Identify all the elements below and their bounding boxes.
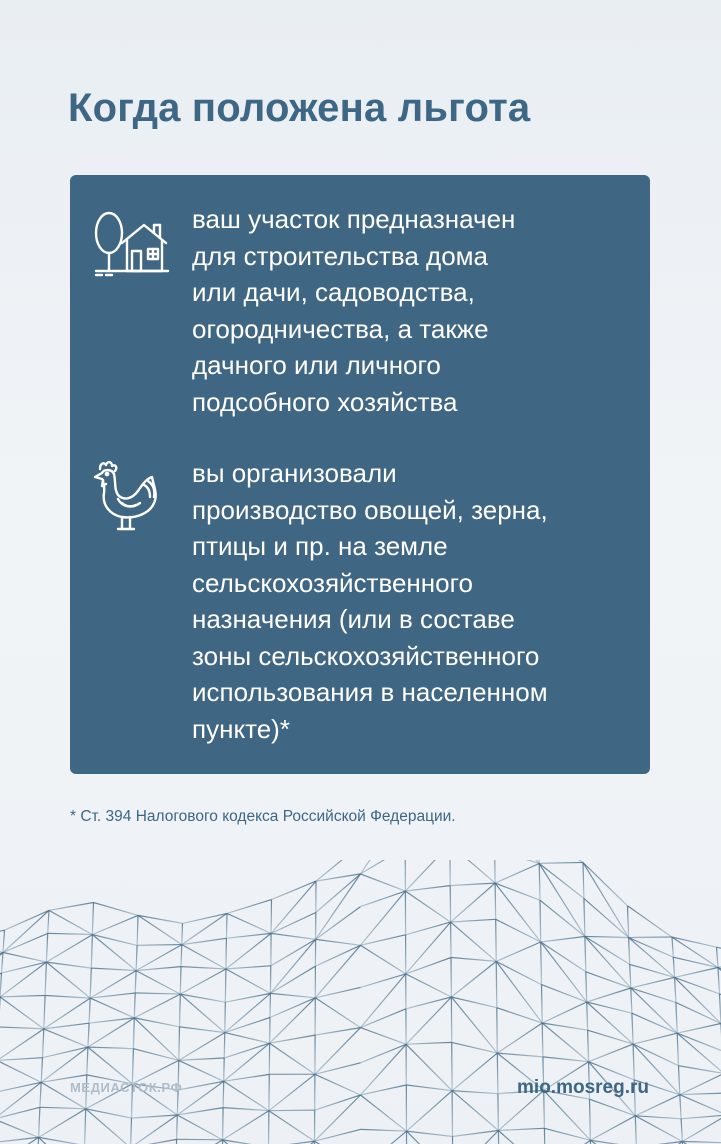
mesh-line	[545, 1140, 590, 1144]
mesh-line	[179, 1027, 180, 1061]
mesh-line	[43, 1029, 44, 1058]
mesh-line	[361, 945, 406, 974]
mesh-line	[451, 883, 496, 922]
mesh-line	[40, 1082, 41, 1107]
mesh-line	[88, 1047, 132, 1084]
mesh-line	[539, 864, 540, 901]
mesh-line	[453, 1131, 499, 1144]
mesh-line	[450, 883, 495, 886]
mesh-line	[405, 891, 450, 922]
mesh-line	[133, 1018, 134, 1049]
chicken-icon	[92, 457, 162, 540]
mesh-line	[406, 997, 452, 1009]
condition-text: вы организовали производство овощей, зерна, птицы и пр. на земле сельскохозяйственного назначения (или в составе зоны сельскохозяйственного использования в населенном пункте)*	[192, 458, 548, 744]
mesh-line	[452, 1091, 498, 1131]
mesh-line	[681, 1115, 721, 1119]
mesh-line	[132, 1115, 178, 1118]
mesh-line	[44, 996, 45, 1029]
mesh-line	[223, 1108, 269, 1111]
mesh-line	[498, 1131, 499, 1144]
mesh-line	[544, 1128, 590, 1140]
mesh-line	[86, 1109, 131, 1144]
mesh-line	[0, 1029, 44, 1061]
mesh-line	[631, 988, 677, 1033]
mesh-line	[227, 913, 271, 933]
mesh-line	[590, 1140, 636, 1144]
mesh-line	[633, 1044, 634, 1080]
mesh-line	[270, 1043, 315, 1074]
mesh-line	[315, 1129, 361, 1141]
mesh-line	[677, 1033, 721, 1051]
mesh-line	[680, 1093, 721, 1095]
mesh-line	[497, 1053, 498, 1094]
mesh-line	[180, 994, 225, 1033]
mesh-line	[628, 906, 629, 938]
mesh-line	[495, 883, 496, 919]
mesh-line	[542, 1002, 587, 1023]
mesh-line	[270, 998, 315, 1018]
mesh-line	[631, 977, 675, 988]
mesh-line	[225, 993, 270, 1002]
mesh-line	[91, 935, 92, 969]
mesh-line	[496, 919, 497, 961]
mesh-line	[361, 1095, 407, 1131]
mesh-line	[224, 1081, 269, 1110]
mesh-line	[181, 945, 182, 967]
mesh-line	[131, 1115, 178, 1144]
mesh-line	[137, 915, 138, 945]
mesh-line	[632, 1013, 677, 1033]
mesh-line	[48, 910, 49, 933]
mesh-line	[225, 1018, 270, 1033]
mesh-line	[718, 968, 720, 994]
mesh-line	[542, 1023, 543, 1057]
mesh-line	[132, 1049, 133, 1084]
mesh-line	[672, 937, 673, 957]
mesh-line	[452, 1091, 498, 1094]
mesh-line	[88, 1023, 89, 1047]
mesh-line	[629, 938, 675, 978]
mesh-line	[0, 997, 44, 1029]
mesh-line	[41, 1058, 42, 1083]
mesh-line	[224, 1058, 225, 1081]
mesh-line	[539, 864, 584, 899]
mesh-line	[85, 1109, 86, 1144]
mesh-line	[224, 1043, 269, 1058]
mesh-line	[180, 994, 225, 1002]
mesh-line	[0, 1082, 41, 1119]
mesh-line	[177, 1081, 223, 1115]
mesh-line	[361, 860, 406, 874]
mesh-line	[3, 953, 46, 963]
mesh-line	[315, 945, 360, 998]
mesh-line	[134, 993, 135, 1018]
mesh-line	[177, 1139, 223, 1140]
mesh-line	[39, 1109, 86, 1138]
mesh-line	[86, 1109, 132, 1118]
mesh-line	[180, 994, 181, 1027]
mesh-line	[316, 907, 361, 940]
mesh-line	[40, 1107, 86, 1109]
mesh-line	[405, 886, 450, 892]
mesh-line	[451, 997, 497, 1053]
mesh-line	[270, 966, 315, 993]
mesh-line	[46, 933, 47, 962]
mesh-line	[673, 957, 674, 977]
mesh-line	[39, 1107, 40, 1137]
mesh-line	[223, 1108, 224, 1140]
mesh-line	[0, 996, 45, 998]
mesh-line	[269, 1110, 315, 1111]
mesh-line	[630, 964, 631, 988]
mesh-line	[226, 966, 271, 969]
mesh-line	[539, 864, 585, 937]
mesh-line	[223, 1111, 269, 1140]
mesh-line	[180, 1027, 225, 1033]
mesh-line	[361, 974, 406, 1028]
mesh-line	[589, 1044, 634, 1062]
mesh-line	[226, 969, 271, 993]
mesh-line	[679, 1066, 680, 1095]
mesh-line	[315, 987, 360, 997]
mesh-line	[497, 1053, 543, 1057]
mesh-line	[407, 1131, 453, 1144]
mesh-line	[315, 1063, 361, 1075]
mesh-line	[540, 900, 585, 936]
mesh-line	[632, 1013, 633, 1044]
mesh-line	[542, 985, 543, 1023]
mesh-line	[451, 958, 496, 962]
mesh-line	[451, 919, 496, 922]
mesh-line	[406, 974, 452, 997]
mesh-line	[315, 1095, 361, 1141]
mesh-line	[676, 1003, 721, 1024]
mesh-line	[226, 933, 271, 969]
mesh-line	[406, 1042, 452, 1044]
mesh-line	[176, 1140, 223, 1144]
mesh-line	[676, 1003, 677, 1034]
mesh-line	[361, 1129, 407, 1131]
mesh-line	[45, 962, 46, 995]
mesh-line	[453, 1131, 499, 1137]
mesh-line	[226, 933, 271, 938]
mesh-line	[629, 938, 630, 965]
mesh-line	[134, 1018, 179, 1061]
mesh-line	[177, 1115, 222, 1140]
mesh-line	[92, 903, 93, 935]
mesh-line	[316, 939, 361, 945]
mesh-line	[136, 971, 180, 995]
wireframe-mesh-decoration	[0, 860, 721, 1144]
mesh-line	[539, 863, 583, 864]
mesh-line	[223, 1081, 224, 1107]
mesh-line	[271, 939, 316, 965]
mesh-line	[49, 903, 94, 911]
mesh-line	[361, 874, 406, 891]
mesh-line	[540, 900, 541, 942]
mesh-line	[3, 933, 48, 952]
mesh-line	[361, 1044, 407, 1063]
mesh-line	[496, 919, 541, 942]
mesh-line	[182, 938, 227, 944]
mesh-line	[91, 968, 136, 971]
mesh-line	[271, 913, 316, 934]
mesh-line	[717, 947, 719, 967]
mesh-line	[590, 1116, 635, 1141]
mesh-line	[269, 1111, 315, 1142]
mesh-line	[180, 969, 226, 994]
mesh-line	[361, 1028, 407, 1045]
mesh-line	[585, 937, 586, 972]
mesh-line	[682, 1115, 721, 1141]
mesh-line	[541, 937, 585, 943]
mesh-line	[544, 1128, 545, 1144]
mesh-line	[0, 973, 1, 997]
mesh-line	[135, 993, 180, 994]
mesh-line	[131, 1118, 132, 1144]
mesh-line	[182, 923, 183, 944]
mesh-line	[677, 1024, 721, 1034]
mesh-line	[628, 906, 673, 937]
mesh-line	[407, 1091, 453, 1132]
mesh-line	[587, 988, 631, 1002]
mesh-line	[87, 1047, 88, 1075]
mesh-line	[590, 1099, 591, 1140]
mesh-line	[180, 967, 181, 995]
mesh-line	[90, 998, 134, 1018]
mesh-line	[675, 977, 721, 1023]
mesh-line	[94, 903, 139, 916]
mesh-line	[137, 945, 182, 946]
mesh-line	[179, 1058, 224, 1060]
mesh-line	[496, 961, 541, 984]
mesh-line	[495, 864, 539, 884]
mesh-line	[406, 997, 451, 1044]
mesh-line	[629, 937, 672, 938]
mesh-line	[0, 1119, 39, 1137]
mesh-line	[583, 863, 584, 899]
mesh-line	[495, 860, 540, 864]
mesh-line	[584, 898, 585, 936]
mesh-line	[272, 881, 317, 900]
mesh-line	[45, 996, 90, 999]
mesh-line	[271, 933, 316, 939]
brand-left-logo: МЕДИАСТОК.РФ	[70, 1080, 183, 1095]
mesh-line	[675, 977, 676, 1002]
mesh-line	[682, 1142, 721, 1143]
mesh-line	[270, 993, 315, 997]
mesh-line	[406, 1085, 452, 1091]
mesh-line	[496, 961, 542, 1023]
mesh-line	[39, 1137, 85, 1144]
mesh-line	[134, 1018, 179, 1027]
mesh-line	[88, 1047, 133, 1049]
mesh-line	[179, 1060, 224, 1081]
mesh-line	[543, 1057, 589, 1062]
mesh-line	[681, 1119, 682, 1142]
mesh-line	[5, 910, 50, 930]
mesh-line	[361, 1131, 407, 1144]
mesh-line	[48, 933, 93, 934]
mesh-line	[680, 1095, 721, 1115]
mesh-line	[585, 937, 629, 938]
mesh-line	[361, 1009, 406, 1028]
mesh-line	[315, 1074, 361, 1095]
mesh-line	[680, 1095, 681, 1119]
mesh-line	[49, 910, 92, 934]
mesh-line	[450, 860, 495, 883]
mesh-line	[451, 961, 496, 997]
mesh-line	[629, 938, 674, 958]
mesh-line	[633, 1033, 677, 1044]
mesh-line	[498, 1131, 545, 1144]
mesh-line	[89, 998, 90, 1023]
mesh-line	[135, 971, 136, 993]
mesh-line	[315, 998, 360, 1028]
mesh-line	[182, 945, 226, 969]
mesh-line	[677, 1033, 678, 1066]
mesh-line	[134, 994, 180, 1018]
mesh-line	[361, 974, 406, 988]
mesh-line	[270, 939, 315, 993]
mesh-line	[496, 961, 497, 1007]
mesh-line	[406, 1044, 452, 1090]
mesh-line	[225, 993, 271, 1032]
mesh-line	[0, 1027, 44, 1029]
mesh-line	[451, 922, 497, 961]
mesh-line	[225, 969, 226, 1002]
mesh-line	[588, 1030, 589, 1062]
mesh-line	[585, 937, 630, 965]
mesh-line	[227, 900, 272, 914]
mesh-line	[407, 1131, 453, 1136]
mesh-line	[672, 937, 718, 967]
mesh-line	[361, 1044, 407, 1095]
mesh-line	[495, 860, 496, 883]
mesh-line	[361, 860, 406, 874]
mesh-line	[181, 967, 226, 969]
mesh-line	[3, 910, 49, 952]
mesh-line	[0, 1061, 41, 1083]
mesh-line	[587, 1002, 588, 1030]
mesh-line	[498, 1094, 499, 1131]
footnote: * Ст. 394 Налогового кодекса Российской Федерации.	[70, 808, 456, 825]
mesh-line	[315, 945, 360, 966]
mesh-line	[631, 988, 632, 1013]
house-tree-icon	[92, 209, 172, 286]
mesh-line	[584, 898, 629, 937]
mesh-line	[498, 1128, 544, 1130]
page-title: Когда положена льгота	[68, 86, 531, 130]
mesh-line	[406, 922, 451, 935]
mesh-line	[225, 1002, 226, 1032]
benefit-conditions-card	[70, 175, 650, 774]
mesh-line	[3, 930, 5, 952]
mesh-line	[496, 942, 541, 961]
mesh-line	[92, 915, 138, 934]
mesh-line	[2, 953, 4, 974]
mesh-line	[0, 1058, 43, 1061]
mesh-line	[226, 938, 227, 969]
brand-right-link[interactable]: mio.mosreg.ru	[517, 1077, 649, 1098]
mesh-line	[90, 968, 91, 998]
mesh-line	[497, 1023, 542, 1053]
mesh-line	[179, 1033, 225, 1061]
mesh-line	[177, 1108, 223, 1115]
mesh-line	[226, 913, 227, 938]
mesh-line	[223, 1140, 269, 1144]
condition-text: ваш участок предназначен для строительства дома или дачи, садоводства, огородничества, а также дачного или личного подсобного хозяйства	[192, 204, 516, 417]
mesh-line	[677, 1033, 721, 1073]
mesh-line	[633, 1044, 678, 1066]
mesh-line	[586, 972, 587, 1002]
mesh-line	[679, 1066, 721, 1074]
mesh-line	[635, 1116, 636, 1144]
mesh-line	[680, 1074, 721, 1095]
mesh-line	[44, 1029, 88, 1047]
mesh-line	[177, 1115, 178, 1139]
mesh-line	[675, 977, 720, 994]
mesh-line	[541, 942, 586, 972]
mesh-line	[635, 1116, 681, 1119]
mesh-line	[497, 1008, 542, 1023]
mesh-line	[225, 1033, 270, 1044]
mesh-line	[224, 1033, 225, 1058]
mesh-line	[46, 935, 92, 963]
mesh-line	[497, 1008, 498, 1053]
mesh-line	[136, 946, 137, 971]
mesh-line	[452, 1053, 497, 1091]
mesh-line	[541, 942, 542, 985]
mesh-line	[635, 1116, 682, 1142]
mesh-line	[271, 881, 316, 933]
mesh-line	[675, 968, 718, 978]
mesh-line	[269, 1074, 315, 1110]
